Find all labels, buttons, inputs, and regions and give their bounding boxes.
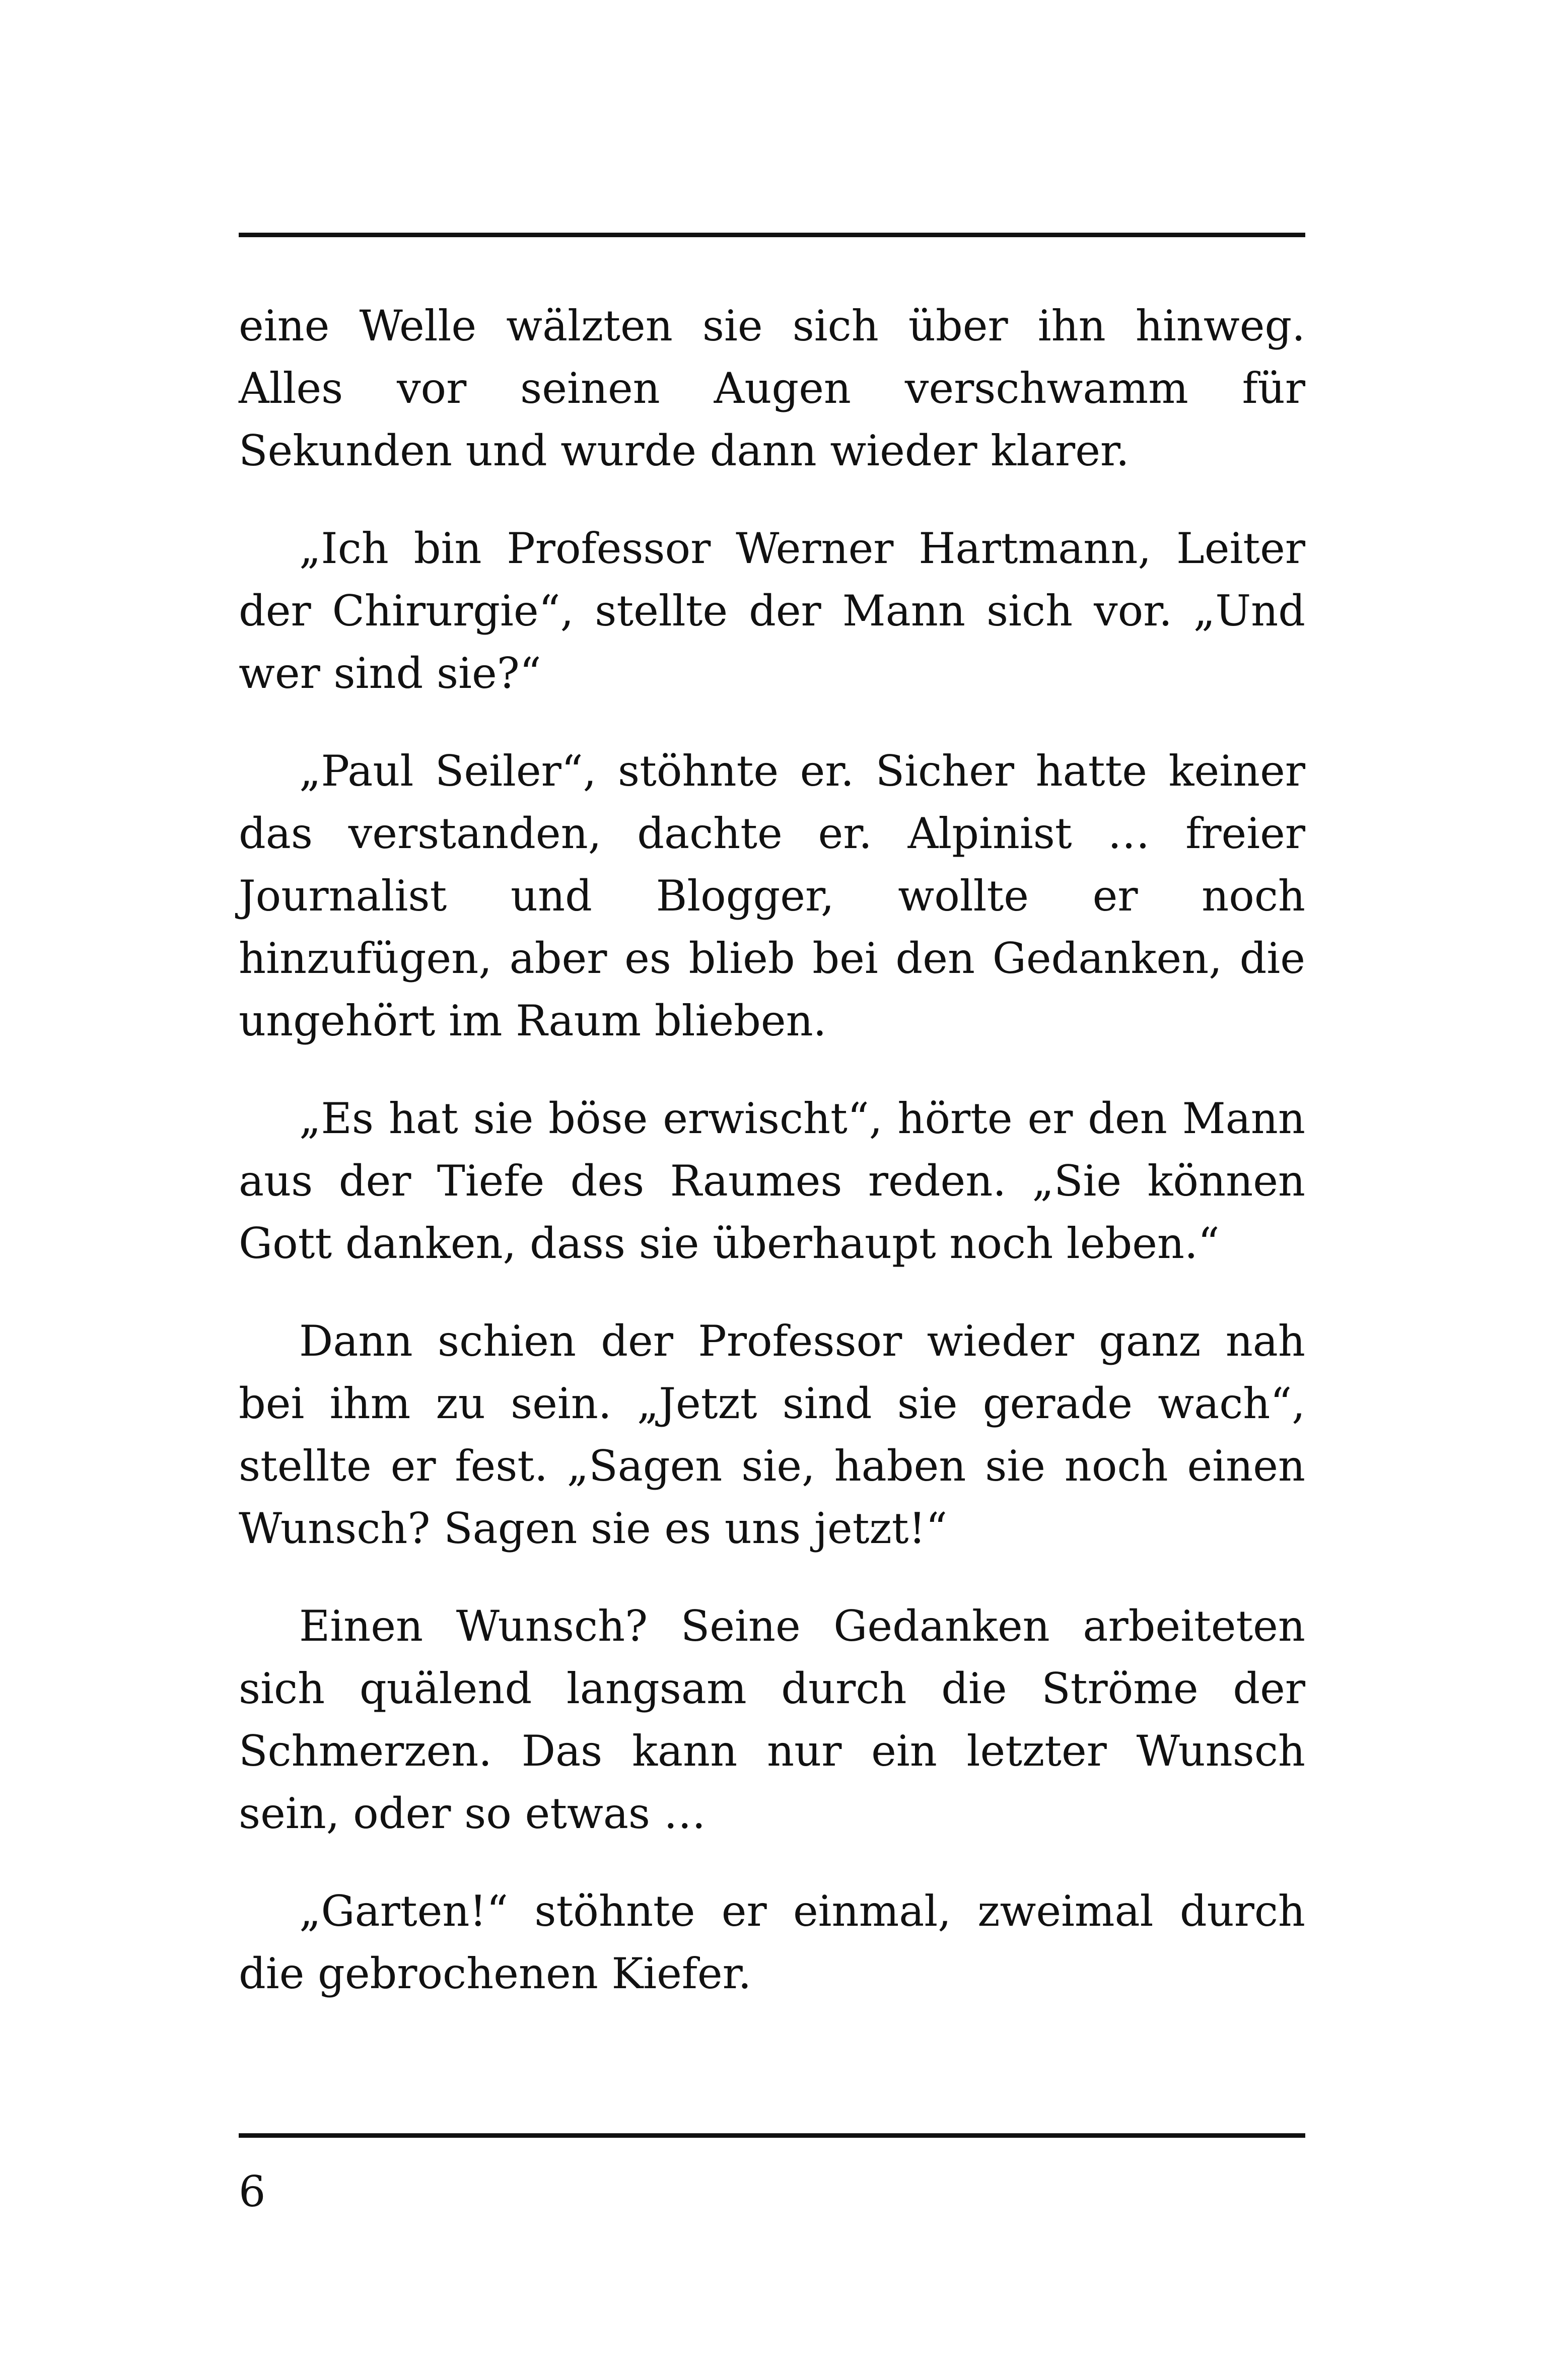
paragraph: Einen Wunsch? Seine Gedanken arbeiteten sich quälend langsam durch die Ströme der Schmerzen. Das kann nur ein letzter Wunsch sein, oder so etwas … [239, 1601, 1305, 1838]
paragraph: eine Welle wälzten sie sich über ihn hinweg. Alles vor seinen Augen verschwamm für Sekunden und wurde dann wieder klarer. [239, 301, 1305, 475]
paragraph: „Garten!“ stöhnte er einmal, zweimal durch die gebrochenen Kiefer. [239, 1886, 1305, 1998]
body-text [239, 295, 1305, 2040]
paragraph: „Ich bin Professor Werner Hartmann, Leiter der Chirurgie“, stellte der Mann sich vor. „Und wer sind sie?“ [239, 524, 1305, 698]
bottom-rule [239, 2133, 1305, 2138]
top-rule [239, 233, 1305, 237]
paragraph: Dann schien der Professor wieder ganz nah bei ihm zu sein. „Jetzt sind sie gerade wach“, stellte er fest. „Sagen sie, haben sie noch einen Wunsch? Sagen sie es uns jetzt!“ [239, 1316, 1305, 1553]
paragraph: „Es hat sie böse erwischt“, hörte er den Mann aus der Tiefe des Raumes reden. „Sie können Gott danken, dass sie überhaupt noch leben.“ [239, 1094, 1305, 1268]
page-number: 6 [239, 2167, 266, 2216]
paragraph: „Paul Seiler“, stöhnte er. Sicher hatte keiner das verstanden, dachte er. Alpinist … freier Journalist und Blogger, wollte er noch hinzufügen, aber es blieb bei den Gedanken, die ungehört im Raum blieben. [239, 746, 1305, 1045]
